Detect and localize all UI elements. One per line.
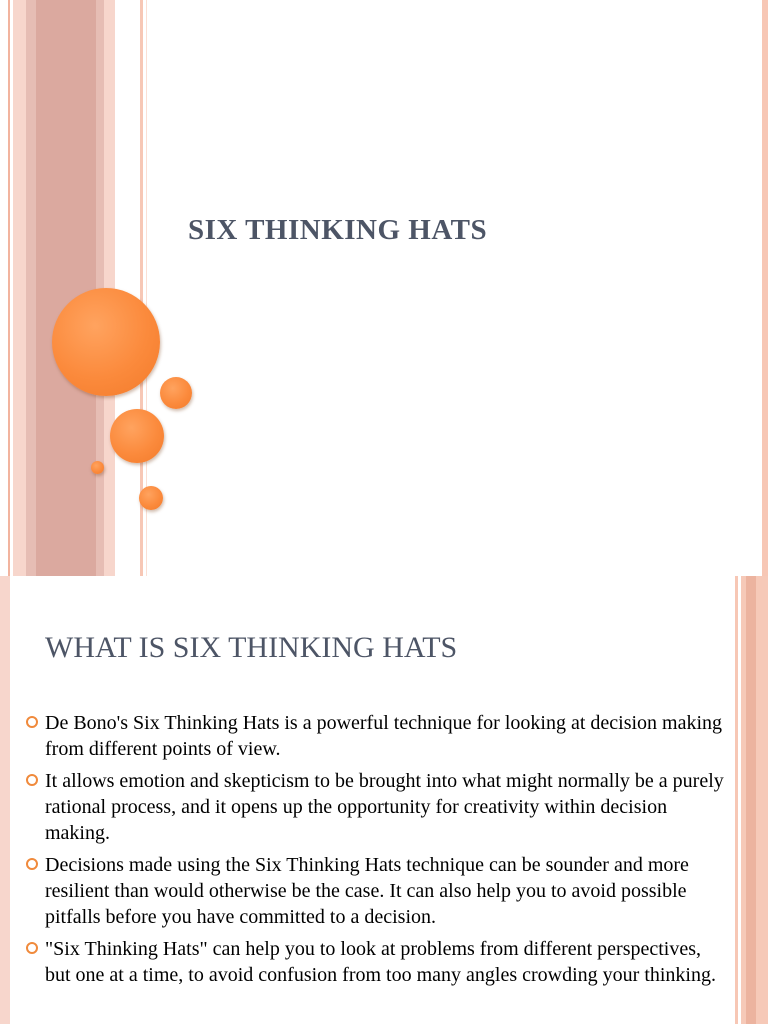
slide-heading: WHAT IS SIX THINKING HATS [45, 631, 458, 664]
list-item [26, 768, 726, 846]
bullet-list [26, 710, 726, 994]
list-item [26, 852, 726, 930]
decorative-band [0, 576, 10, 1024]
bullet-circle-icon [26, 942, 38, 954]
bullet-circle-icon [26, 774, 38, 786]
decorative-line [8, 0, 10, 576]
bullet-text: It allows emotion and skepticism to be brought into what might normally be a purely rational process, and it opens up the opportunity for creativity within decision making. [45, 770, 724, 844]
slide-title: SIX THINKING HATS [188, 214, 488, 246]
bullet-text: Decisions made using the Six Thinking Hats technique can be sounder and more resilient than would otherwise be the case. It can also help you to avoid possible pitfalls before you have committed to a decision. [45, 854, 689, 928]
decorative-edge [762, 0, 768, 576]
bullet-text: "Six Thinking Hats" can help you to look at problems from different perspectives, but one at a time, to avoid confusion from too many angles crowding your thinking. [45, 938, 716, 986]
decorative-circle-small [139, 486, 163, 510]
content-slide [0, 576, 768, 1024]
list-item [26, 936, 726, 988]
decorative-line [735, 576, 738, 1024]
list-item [26, 710, 726, 762]
bullet-circle-icon [26, 858, 38, 870]
decorative-circle-tiny [91, 461, 104, 474]
decorative-circle-large [52, 288, 160, 396]
bullet-text: De Bono's Six Thinking Hats is a powerful technique for looking at decision making from different points of view. [45, 712, 723, 760]
decorative-band-core [746, 576, 756, 1024]
bullet-circle-icon [26, 716, 38, 728]
decorative-circle-small [160, 377, 192, 409]
decorative-band-core [36, 0, 96, 576]
decorative-circle-medium [110, 409, 164, 463]
